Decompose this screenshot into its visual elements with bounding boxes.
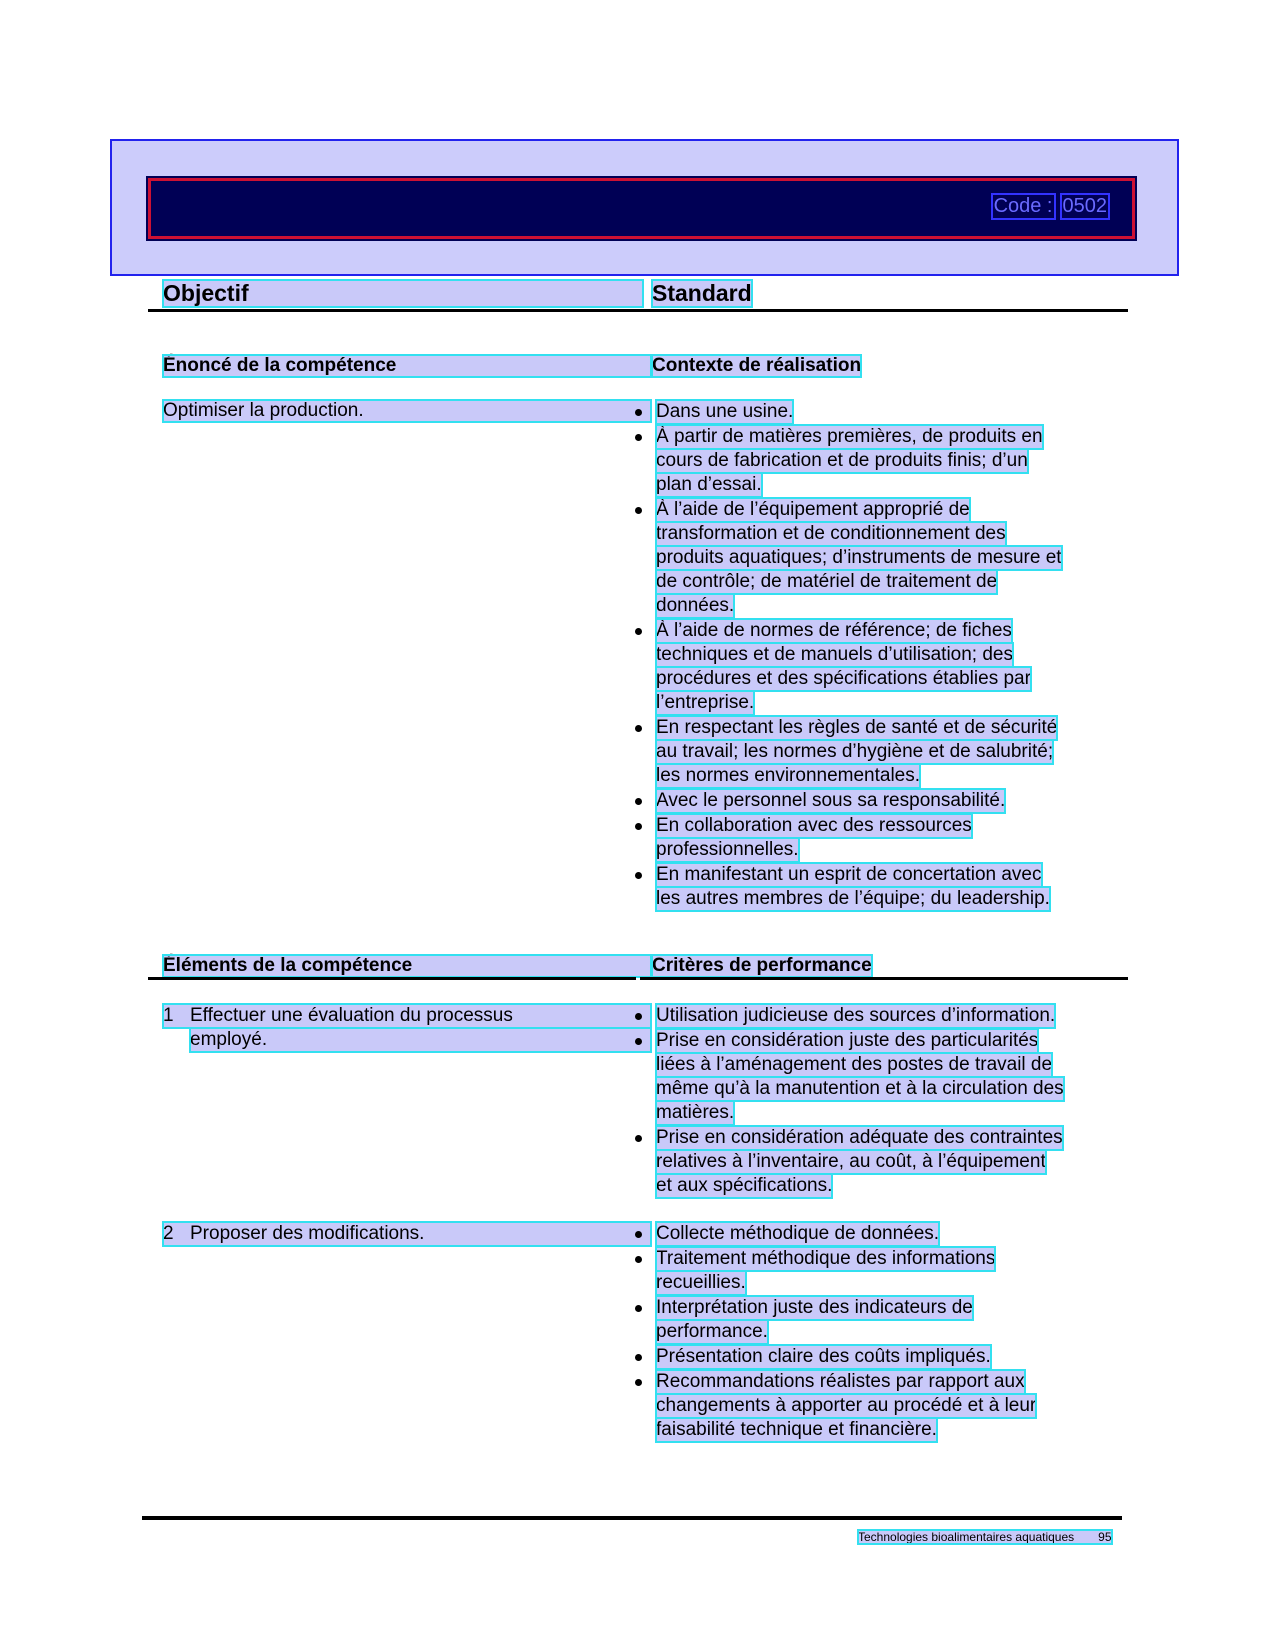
code-value: 0502 — [1062, 195, 1107, 217]
list-item: Prise en considération adéquate des contraintes relatives à l’inventaire, au coût, à l’équipement et aux spécifications. — [656, 1126, 1064, 1198]
list-item: En respectant les règles de santé et de sécurité au travail; les normes d’hygiène et de salubrité; les normes environnementales. — [656, 716, 1062, 788]
bullet-icon — [635, 1354, 642, 1361]
criteria-list-2 — [656, 1222, 1036, 1442]
list-item: En collaboration avec des ressources professionnelles. — [656, 814, 1062, 862]
competency-statement: Optimiser la production. — [163, 400, 651, 422]
list-item: Recommandations réalistes par rapport aux changements à apporter au procédé et à leur faisabilité technique et financière. — [656, 1370, 1036, 1442]
footer-program: Technologies bioalimentaires aquatiques — [858, 1530, 1075, 1544]
criteria-rule — [640, 977, 1128, 980]
bullet-icon — [635, 1379, 642, 1386]
list-item: Interprétation juste des indicateurs de performance. — [656, 1296, 1036, 1344]
context-list — [656, 400, 1062, 911]
bullet-icon — [635, 725, 642, 732]
elements-heading: Éléments de la compétence — [163, 955, 651, 977]
list-item: Utilisation judicieuse des sources d’information. — [656, 1004, 1064, 1028]
bullet-icon — [635, 1013, 642, 1020]
list-item: Traitement méthodique des informations recueillies. — [656, 1247, 1036, 1295]
element-number: 1 — [163, 1005, 174, 1026]
bullet-icon — [635, 507, 642, 514]
performance-criteria-heading: Critères de performance — [652, 955, 872, 976]
bullet-icon — [635, 1135, 642, 1142]
bullet-icon — [635, 1305, 642, 1312]
element-number: 2 — [163, 1223, 174, 1244]
bullet-icon — [635, 1256, 642, 1263]
bullet-icon — [635, 409, 642, 416]
competency-element-2: 2 Proposer des modifications. — [163, 1222, 651, 1246]
standard-title: Standard — [652, 280, 752, 306]
criteria-list-1 — [656, 1004, 1064, 1198]
bullet-icon — [635, 628, 642, 635]
context-heading: Contexte de réalisation — [652, 355, 862, 376]
page-number: 95 — [1098, 1530, 1112, 1544]
list-item: En manifestant un esprit de concertation avec les autres membres de l’équipe; du leadership. — [656, 863, 1062, 911]
title-rule — [148, 309, 1128, 312]
header-title-bar — [148, 178, 1135, 239]
list-item: Présentation claire des coûts impliqués. — [656, 1345, 1036, 1369]
footer-rule — [142, 1516, 1122, 1520]
bullet-icon — [635, 1038, 642, 1045]
competency-element-1: 1 Effectuer une évaluation du processus employé. — [163, 1004, 651, 1052]
bullet-icon — [635, 434, 642, 441]
page-footer — [858, 1530, 1112, 1544]
bullet-icon — [635, 823, 642, 830]
list-item: Prise en considération juste des particularités liées à l’aménagement des postes de travail de même qu’à la manutention et à la circulation des matières. — [656, 1029, 1064, 1125]
objectif-title: Objectif — [163, 280, 643, 307]
code-label: Code : — [993, 195, 1053, 217]
bullet-icon — [635, 1231, 642, 1238]
list-item: À partir de matières premières, de produits en cours de fabrication et de produits finis; d’un plan d’essai. — [656, 425, 1062, 497]
competency-code — [993, 195, 1108, 218]
list-item: Collecte méthodique de données. — [656, 1222, 1036, 1246]
list-item: À l’aide de normes de référence; de fiches techniques et de manuels d’utilisation; des procédures et des spécifications établies par l’entreprise. — [656, 619, 1062, 715]
list-item: À l’aide de l’équipement approprié de transformation et de conditionnement des produits aquatiques; d’instruments de mesure et de contrôle; de matériel de traitement de données. — [656, 498, 1062, 618]
list-item: Avec le personnel sous sa responsabilité. — [656, 789, 1062, 813]
bullet-icon — [635, 872, 642, 879]
competency-statement-heading: Énoncé de la compétence — [163, 355, 651, 377]
list-item: Dans une usine. — [656, 400, 1062, 424]
elements-rule — [148, 977, 636, 980]
bullet-icon — [635, 798, 642, 805]
